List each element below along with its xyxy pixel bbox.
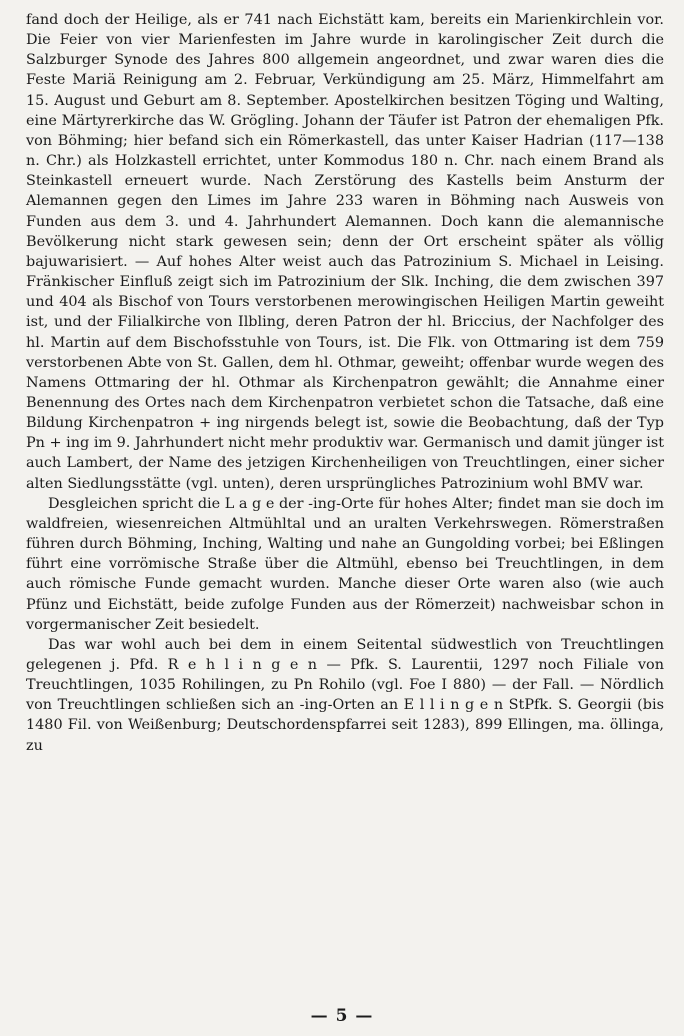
paragraph-2: Desgleichen spricht die L a g e der -ing-Orte für hohes Alter; findet man sie doch im waldfreien, wiesenreichen Altmühltal und an uralten Verkehrswegen. Römerstraßen führen durch Böhming, Inching, Walting und nahe an Gungolding vorbei; bei Eßlingen führt eine vorrömische Straße über die Altmühl, ebenso bei Treuchtlingen, in dem auch römische Funde gemacht wurden. Manche dieser Orte waren also (wie auch Pfünz und Eichstätt, beide zufolge Funden aus der Römerzeit) nachweisbar schon in vorgermanischer Zeit besiedelt. [26, 495, 664, 633]
body-text [26, 10, 664, 756]
paragraph-1: fand doch der Heilige, als er 741 nach Eichstätt kam, bereits ein Marienkirchlein vor. Die Feier von vier Marienfesten im Jahre wurde in karolingischer Zeit durch die Salzburger Synode des Jahres 800 allgemein angeordnet, und zwar waren dies die Feste Mariä Reinigung am 2. Februar, Verkündigung am 25. März, Himmelfahrt am 15. August und Geburt am 8. September. Apostelkirchen besitzen Töging und Walting, eine Märtyrerkirche das W. Grögling. Johann der Täufer ist Patron der ehemaligen Pfk. von Böhming; hier befand sich ein Römerkastell, das unter Kaiser Hadrian (117—138 n. Chr.) als Holzkastell errichtet, unter Kommodus 180 n. Chr. nach einem Brand als Steinkastell erneuert wurde. Nach Zerstörung des Kastells beim Ansturm der Alemannen gegen den Limes im Jahre 233 waren in Böhming nach Ausweis von Funden aus dem 3. und 4. Jahrhundert Alemannen. Doch kann die alemannische Bevölkerung nicht stark gewesen sein; denn der Ort erscheint später als völlig bajuwarisiert. — Auf hohes Alter weist auch das Patrozinium S. Michael in Leising. Fränkischer Einfluß zeigt sich im Patrozinium der Slk. Inching, die dem zwischen 397 und 404 als Bischof von Tours verstorbenen merowingischen Heiligen Martin geweiht ist, und der Filialkirche von Ilbling, deren Patron der hl. Briccius, der Nachfolger des hl. Martin auf dem Bischofsstuhle von Tours, ist. Die Flk. von Ottmaring ist dem 759 verstorbenen Abte von St. Gallen, dem hl. Othmar, geweiht; offenbar wurde wegen des Namens Ottmaring der hl. Othmar als Kirchenpatron gewählt; die Annahme einer Benennung des Ortes nach dem Kirchenpatron verbietet schon die Tatsache, daß eine Bildung Kirchenpatron + ing nirgends belegt ist, sowie die Beobachtung, daß der Typ Pn + ing im 9. Jahrhundert nicht mehr produktiv war. Germanisch und damit jünger ist auch Lambert, der Name des jetzigen Kirchenheiligen von Treuchtlingen, einer sicher alten Siedlungsstätte (vgl. unten), deren ursprüngliches Patrozinium wohl BMV war. [26, 12, 664, 492]
page-number: — 5 — [310, 1006, 374, 1026]
paragraph-3: Das war wohl auch bei dem in einem Seitental südwestlich von Treuchtlingen gelegenen j. Pfd. R e h l i n g e n — Pfk. S. Laurentii, 1297 noch Filiale von Treuchtlingen, 1035 Rohilingen, zu Pn Rohilo (vgl. Foe I 880) — der Fall. — Nördlich von Treuchtlingen schließen sich an -ing-Orten an E l l i n g e n StPfk. S. Georgii (bis 1480 Fil. von Weißenburg; Deutschordenspfarrei seit 1283), 899 Ellingen, ma. öllinga, zu [26, 636, 664, 754]
